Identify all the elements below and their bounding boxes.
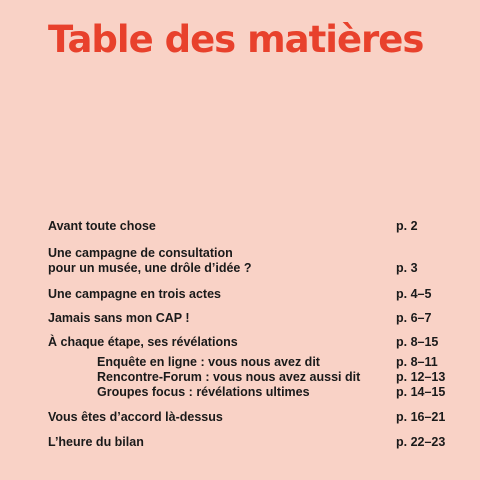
toc-entry-page: p. 8–15: [396, 335, 439, 349]
toc-subentry-label: Groupes focus : révélations ultimes: [97, 385, 310, 399]
toc-entry-page: p. 3: [396, 261, 418, 275]
toc-entry-page: p. 16–21: [396, 410, 446, 424]
toc-entry-label: Une campagne de consultation pour un musée, une drôle d’idée ?: [48, 246, 252, 275]
toc-entry-page: p. 4–5: [396, 287, 432, 301]
toc-subentry-label: Enquête en ligne : vous nous avez dit: [97, 355, 320, 369]
toc-entry[interactable]: [48, 219, 468, 234]
toc-entry[interactable]: [48, 435, 468, 450]
toc-subentry-page: p. 14–15: [396, 385, 446, 399]
page-title: Table des matières: [48, 18, 424, 61]
toc-subentry[interactable]: [48, 385, 468, 400]
toc-entry-page: p. 2: [396, 219, 418, 233]
toc-entry[interactable]: [48, 410, 468, 425]
toc-entry[interactable]: [48, 335, 468, 350]
toc-entry-label: Avant toute chose: [48, 219, 156, 233]
toc-subentry-page: p. 8–11: [396, 355, 438, 369]
toc-entry[interactable]: [48, 287, 468, 302]
toc-entry[interactable]: [48, 246, 468, 276]
toc-subentry-label: Rencontre-Forum : vous nous avez aussi dit: [97, 370, 361, 384]
toc-entry-label: Vous êtes d’accord là-dessus: [48, 410, 223, 424]
toc-entry-label: L’heure du bilan: [48, 435, 144, 449]
toc-entry-label: À chaque étape, ses révélations: [48, 335, 238, 349]
toc-entry[interactable]: [48, 311, 468, 326]
table-of-contents: [48, 219, 468, 450]
toc-entry-label: Une campagne en trois actes: [48, 287, 221, 301]
toc-entry-page: p. 22–23: [396, 435, 446, 449]
toc-subentry-page: p. 12–13: [396, 370, 446, 384]
toc-entry-label: Jamais sans mon CAP !: [48, 311, 190, 325]
toc-subentry[interactable]: [48, 355, 468, 370]
toc-subentry[interactable]: [48, 370, 468, 385]
toc-entry-page: p. 6–7: [396, 311, 432, 325]
